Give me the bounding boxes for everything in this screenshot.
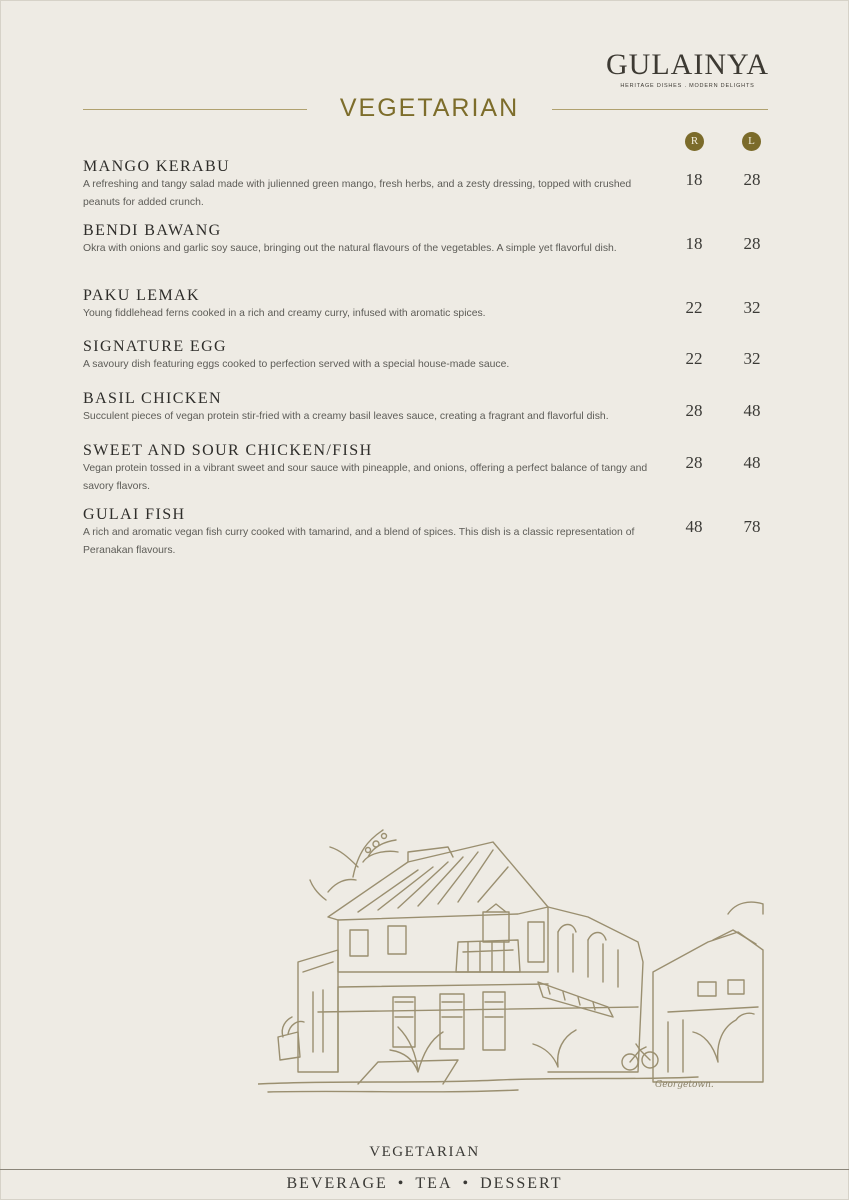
brand-tagline: HERITAGE DISHES . MODERN DELIGHTS — [620, 83, 755, 89]
item-name: SWEET AND SOUR CHICKEN/FISH — [83, 442, 373, 459]
item-description: A rich and aromatic vegan fish curry cooked with tamarind, and a blend of spices. This dish is a classic representation of Peranakan flavours. — [83, 527, 635, 556]
price-regular: 18 — [685, 170, 703, 189]
footer-link-dessert[interactable]: DESSERT — [480, 1175, 563, 1192]
item-name: BENDI BAWANG — [83, 222, 222, 239]
price-regular: 18 — [685, 234, 703, 253]
item-description: A refreshing and tangy salad made with julienned green mango, fresh herbs, and a zesty dressing, topped with crushed peanuts for added crunch. — [83, 179, 632, 208]
footer-link-tea[interactable]: TEA — [415, 1175, 453, 1192]
price-regular: 28 — [685, 453, 703, 472]
price-large: 32 — [743, 349, 761, 368]
size-badge-regular: R — [685, 132, 704, 151]
section-rule-left — [83, 109, 307, 110]
item-description: Succulent pieces of vegan protein stir-fried with a creamy basil leaves sauce, creating a fragrant and flavorful dish. — [83, 411, 609, 422]
footer-separator: • — [462, 1175, 471, 1192]
item-name: SIGNATURE EGG — [83, 338, 227, 355]
menu-item-signature-egg — [83, 337, 783, 374]
footer-divider — [0, 1169, 849, 1170]
menu-item-gulai-fish — [83, 505, 783, 560]
price-large: 48 — [743, 453, 761, 472]
item-name: BASIL CHICKEN — [83, 390, 222, 407]
footer-link-beverage[interactable]: BEVERAGE — [286, 1175, 388, 1192]
menu-item-paku-lemak — [83, 286, 783, 323]
item-description: Young fiddlehead ferns cooked in a rich and creamy curry, infused with aromatic spices. — [83, 308, 486, 319]
section-rule-right — [552, 109, 768, 110]
price-large: 32 — [743, 298, 761, 317]
item-name: MANGO KERABU — [83, 158, 231, 175]
item-description: A savoury dish featuring eggs cooked to perfection served with a special house-made sauce. — [83, 359, 510, 370]
sketch-signature: Georgetown. — [655, 1080, 714, 1090]
price-large: 48 — [743, 401, 761, 420]
item-description: Okra with onions and garlic soy sauce, bringing out the natural flavours of the vegetables. A simple yet flavorful dish. — [83, 243, 617, 254]
footer-nav — [0, 1175, 849, 1193]
menu-item-sweet-and-sour — [83, 441, 783, 496]
item-name: GULAI FISH — [83, 506, 186, 523]
price-large: 28 — [743, 170, 761, 189]
price-regular: 22 — [685, 349, 703, 368]
price-large: 28 — [743, 234, 761, 253]
price-regular: 28 — [685, 401, 703, 420]
price-large: 78 — [743, 517, 761, 536]
item-description: Vegan protein tossed in a vibrant sweet and sour sauce with pineapple, and onions, offering a perfect balance of tangy and savory flavors. — [83, 463, 648, 492]
footer-current-section: VEGETARIAN — [369, 1144, 480, 1160]
menu-item-bendi-bawang — [83, 221, 783, 258]
footer-separator: • — [397, 1175, 406, 1192]
georgetown-shophouse-sketch — [258, 822, 778, 1102]
item-name: PAKU LEMAK — [83, 287, 200, 304]
section-title: VEGETARIAN — [339, 94, 520, 122]
brand-logo — [606, 50, 769, 89]
menu-item-basil-chicken — [83, 389, 783, 426]
price-regular: 22 — [685, 298, 703, 317]
size-badge-large: L — [742, 132, 761, 151]
price-regular: 48 — [685, 517, 703, 536]
menu-item-mango-kerabu — [83, 157, 783, 212]
brand-name: GULAINYA — [606, 48, 769, 81]
